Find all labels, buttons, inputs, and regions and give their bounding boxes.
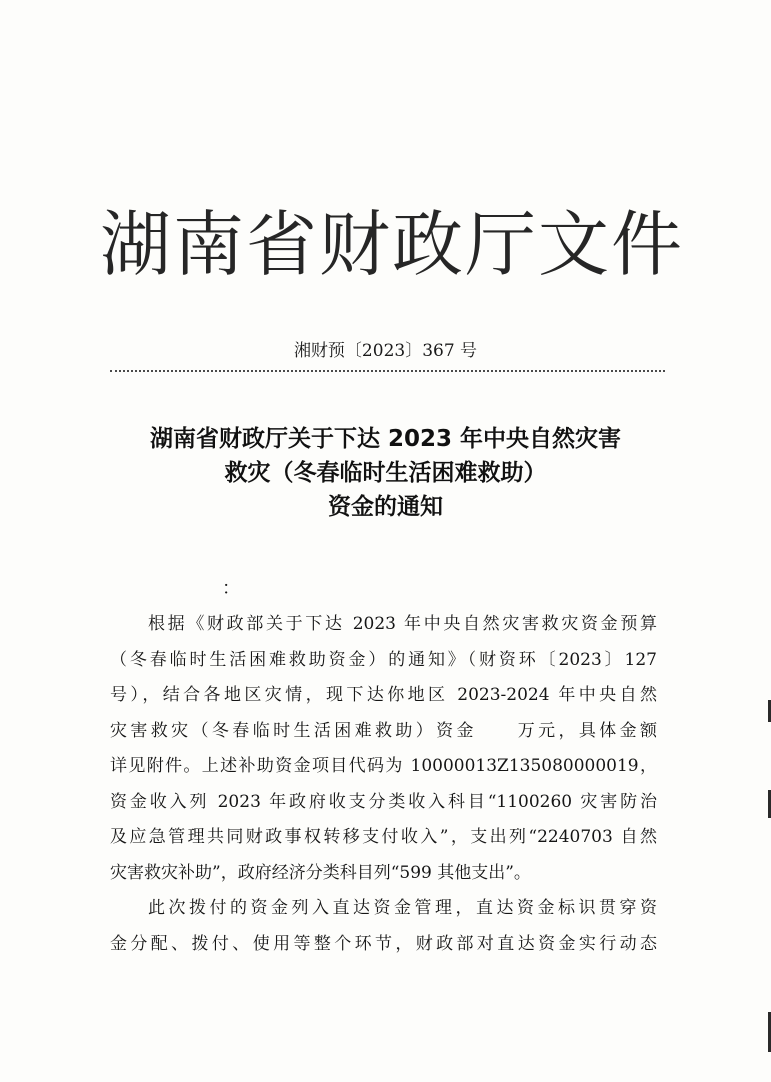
header-divider — [110, 370, 665, 372]
body-line: 详见附件。上述补助资金项目代码为 10000013Z135080000019， — [110, 756, 657, 776]
document-title — [0, 422, 771, 524]
title-line: 救灾（冬春临时生活困难救助） — [224, 460, 547, 486]
body-line: 及应急管理共同财政事权转移支付收入”，支出列“2240703 自然 — [110, 827, 657, 847]
document-header-title: 湖南省财政厅文件 — [100, 207, 685, 285]
document-body — [110, 607, 657, 962]
body-line: 灾害救灾（冬春临时生活困难救助）资金 万元，具体金额 — [110, 720, 657, 741]
title-line: 湖南省财政厅关于下达 2023 年中央自然灾害 — [149, 426, 622, 452]
body-line: 灾害救灾补助”，政府经济分类科目列“599 其他支出”。 — [110, 862, 531, 883]
title-line: 资金的通知 — [328, 494, 443, 520]
body-line: 此次拨付的资金列入直达资金管理，直达资金标识贯穿资 — [148, 898, 657, 918]
body-line: 号），结合各地区灾情，现下达你地区 2023-2024 年中央自然 — [110, 685, 657, 705]
document-number: 湘财预〔2023〕367 号 — [293, 341, 478, 361]
body-line: 资金收入列 2023 年政府收支分类收入科目“1100260 灾害防治 — [110, 791, 657, 812]
body-line: 根据《财政部关于下达 2023 年中央自然灾害救灾资金预算 — [148, 614, 657, 634]
body-line: （冬春临时生活困难救助资金）的通知》（财资环〔2023〕127 — [110, 649, 657, 670]
body-line: 金分配、拨付、使用等整个环节，财政部对直达资金实行动态 — [110, 933, 657, 954]
salutation: ： — [222, 578, 240, 599]
